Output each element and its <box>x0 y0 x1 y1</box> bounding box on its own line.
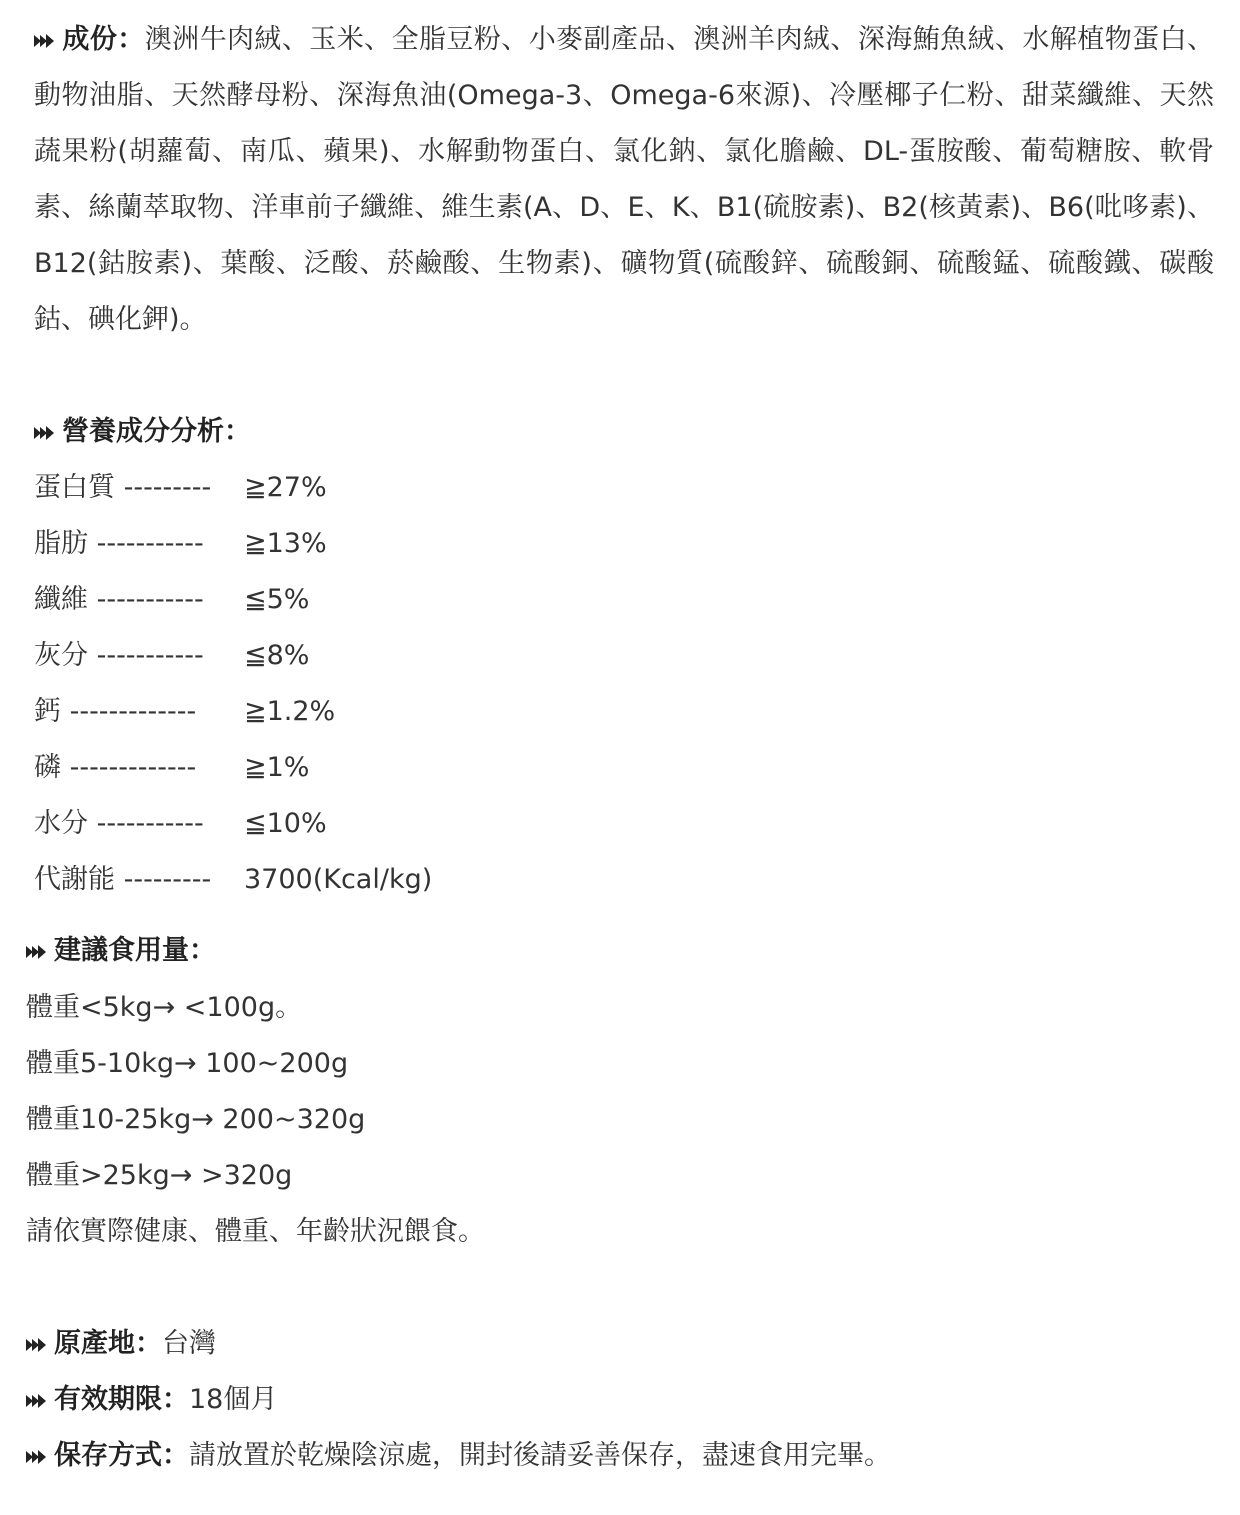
nutrition-row-fiber: 纖維 ----------- ≦5% <box>34 584 310 615</box>
feeding-line: 體重>25kg→ >320g <box>26 1160 293 1191</box>
feeding-line: 體重<5kg→ <100g。 <box>26 992 303 1023</box>
ingredients-text: 澳洲牛肉絨、玉米、全脂豆粉、小麥副產品、澳洲羊肉絨、深海鮪魚絨、水解植物蛋白、動物油脂、天然酵母粉、深海魚油(Omega-3、Omega-6來源)、冷壓椰子仁粉、甜菜纖維、天然蔬果粉(胡蘿蔔、南瓜、蘋果)、水解動物蛋白、氯化鈉、氯化膽鹼、DL-蛋胺酸、葡萄糖胺、軟骨素、絲蘭萃取物、洋車前子纖維、維生素(A、D、E、K、B1(硫胺素)、B2(核黃素)、B6(吡哆素)、B12(鈷胺素)、葉酸、泛酸、菸鹼酸、生物素)、礦物質(硫酸鋅、硫酸銅、硫酸錳、硫酸鐵、碳酸鈷、碘化鉀)。 <box>34 24 1215 335</box>
nutrition-heading: 營養成分分析： <box>34 404 251 460</box>
double-chevron-icon <box>34 425 60 441</box>
ingredients-label: 成份： <box>62 24 145 55</box>
storage-line: 保存方式：請放置於乾燥陰涼處，開封後請妥善保存，盡速食用完畢。 <box>26 1428 891 1484</box>
ingredients-paragraph <box>34 12 1214 348</box>
feeding-line: 體重5-10kg→ 100~200g <box>26 1048 349 1079</box>
shelf-life-line: 有效期限：18個月 <box>26 1372 277 1428</box>
double-chevron-icon <box>26 1337 52 1353</box>
feeding-line: 體重10-25kg→ 200~320g <box>26 1104 366 1135</box>
nutrition-row-fat: 脂肪 ----------- ≧13% <box>34 528 327 559</box>
nutrition-row-calcium: 鈣 ------------- ≧1.2% <box>34 696 336 727</box>
nutrition-row-phosphorus: 磷 ------------- ≧1% <box>34 752 310 783</box>
nutrition-row-energy: 代謝能 --------- 3700(Kcal/kg) <box>34 864 433 895</box>
feeding-heading: 建議食用量： <box>26 923 216 979</box>
nutrition-row-moisture: 水分 ----------- ≦10% <box>34 808 327 839</box>
nutrition-row-protein: 蛋白質 --------- ≧27% <box>34 472 327 503</box>
feeding-note: 請依實際健康、體重、年齡狀況餵食。 <box>26 1216 485 1247</box>
origin-line: 原產地：台灣 <box>26 1316 216 1372</box>
nutrition-row-ash: 灰分 ----------- ≦8% <box>34 640 310 671</box>
double-chevron-icon <box>34 33 60 49</box>
double-chevron-icon <box>26 944 52 960</box>
double-chevron-icon <box>26 1393 52 1409</box>
double-chevron-icon <box>26 1449 52 1465</box>
